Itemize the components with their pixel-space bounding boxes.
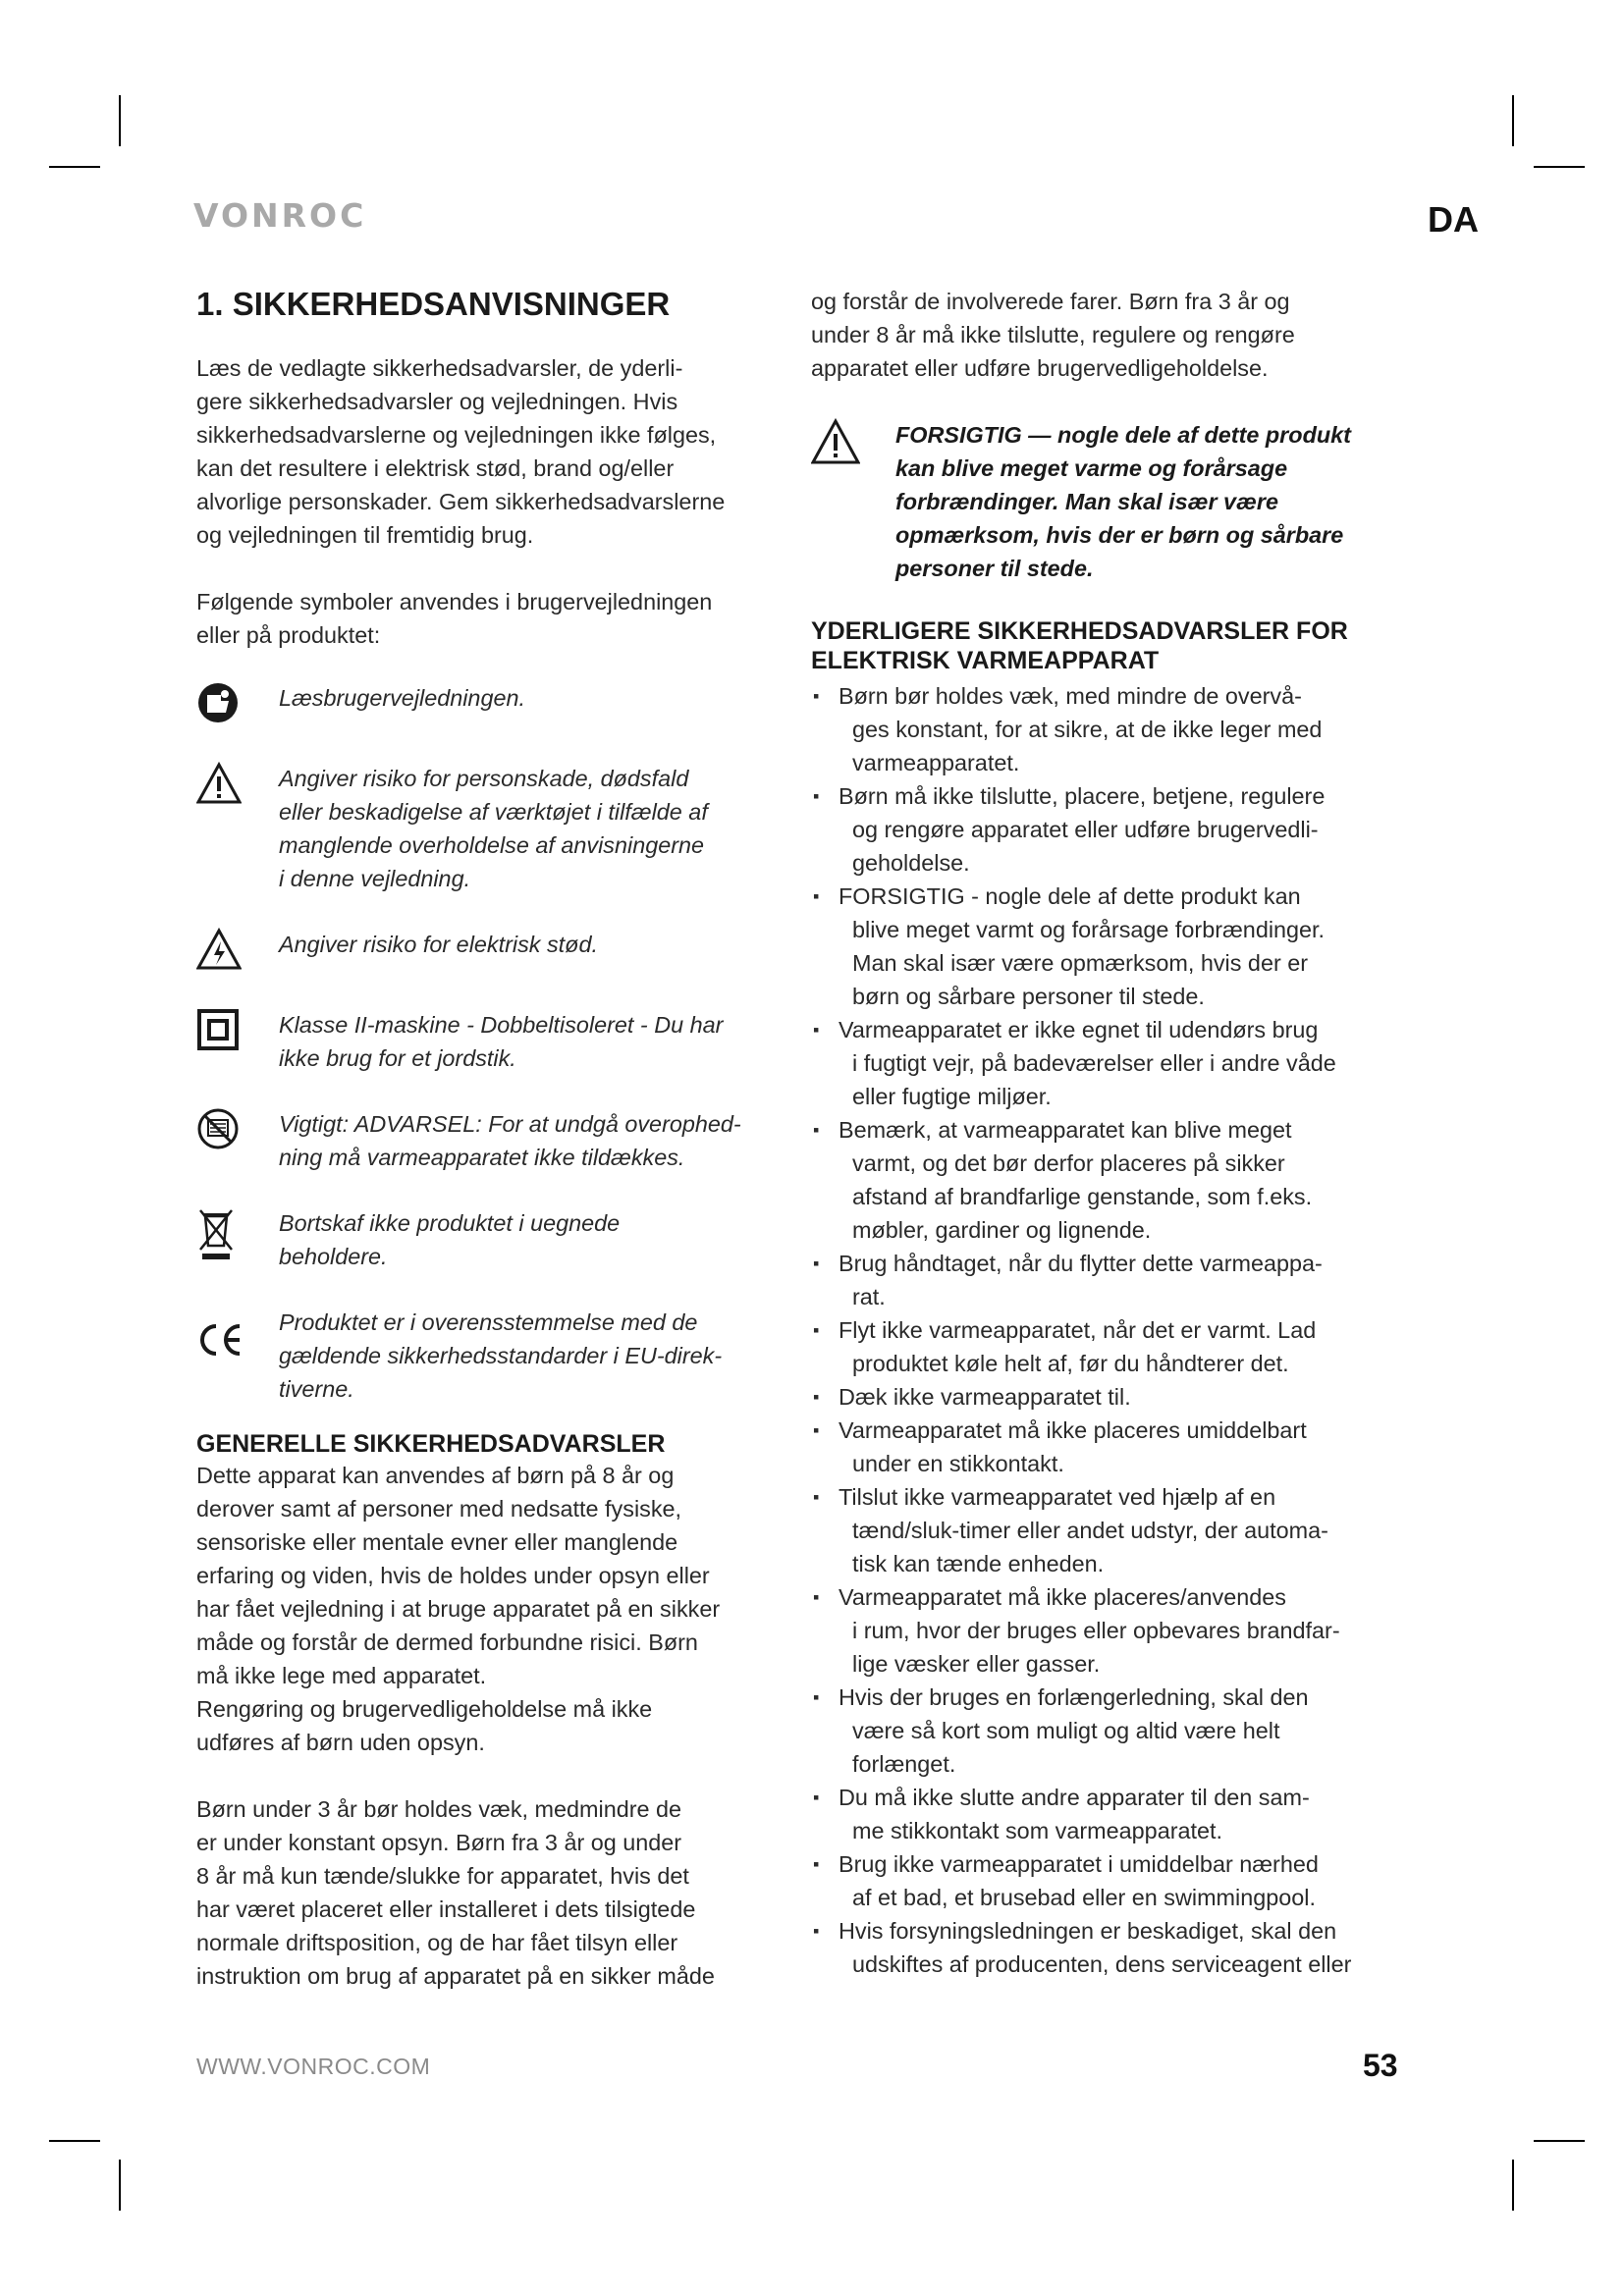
electric-shock-icon: [196, 928, 242, 971]
list-item: ▪ Brug håndtaget, når du flytter dette varmeappa- rat.: [811, 1247, 1405, 1313]
symbols-intro: Følgende symboler anvendes i brugervejledningen eller på produktet:: [196, 589, 713, 648]
list-item: ▪ Varmeapparatet må ikke placeres/anvendes i rum, hvor der bruges eller opbevares brandfar- lige væsker eller gasser.: [811, 1580, 1405, 1681]
caution-notice: FORSIGTIG — nogle dele af dette produkt kan blive meget varme og forårsage forbrændinger. Man skal især være opmærksom, hvis der er børn og sårbare personer til stede.: [811, 418, 1405, 585]
list-item: ▪ Børn må ikke tilslutte, placere, betjene, regulere og rengøre apparatet eller udføre brugervedli- geholdelse.: [811, 779, 1405, 880]
list-item: ▪ Børn bør holdes væk, med mindre de overvå- ges konstant, for at sikre, at de ikke leger med varmeapparatet.: [811, 679, 1405, 779]
general-warnings-heading: GENERELLE SIKKERHEDSADVARSLER: [196, 1430, 666, 1458]
crop-mark: [1512, 95, 1514, 146]
intro-paragraph: Læs de vedlagte sikkerhedsadvarsler, de yderli- gere sikkerhedsadvarsler og vejledningen. Hvis sikkerhedsadvarslerne og vejledningen ikke følges, kan det resultere i elektrisk stød, brand og/eller alvorlige personskader. Gem sikkerhedsadvarslerne og vejledningen til fremtidig brug.: [196, 355, 726, 548]
class-2-insulation-icon: [196, 1008, 240, 1051]
list-item: ▪ Hvis der bruges en forlængerledning, skal den være så kort som muligt og altid være helt forlænget.: [811, 1681, 1405, 1781]
list-item: ▪ FORSIGTIG - nogle dele af dette produkt kan blive meget varmt og forårsage forbrændinger. Man skal især være opmærksom, hvis der er børn og sårbare personer til stede.: [811, 880, 1405, 1013]
symbol-row: Angiver risiko for elektrisk stød.: [196, 928, 797, 976]
symbol-row: Angiver risiko for personskade, dødsfald eller beskadigelse af værktøjet i tilfælde af manglende overholdelse af anvisningerne i denne vejledning.: [196, 762, 797, 895]
crop-mark: [1534, 2140, 1585, 2142]
list-item: ▪ Bemærk, at varmeapparatet kan blive meget varmt, og det bør derfor placeres på sikker afstand af brandfarlige genstande, som f.eks. møbler, gardiner og lignende.: [811, 1113, 1405, 1247]
list-item: ▪ Hvis forsyningsledningen er beskadiget, skal den udskiftes af producenten, dens serviceagent eller: [811, 1914, 1405, 1981]
crop-mark: [49, 2140, 100, 2142]
list-item: ▪ Brug ikke varmeapparatet i umiddelbar nærhed af et bad, et brusebad eller en swimmingpool.: [811, 1847, 1405, 1914]
children-paragraph: Børn under 3 år bør holdes væk, medmindre de er under konstant opsyn. Børn fra 3 år og under 8 år må kun tænde/slukke for apparatet, hvis det har været placeret eller installeret i dets tilsigtede normale driftsposition, og de har fået tilsyn eller instruktion om brug af apparatet på en sikker måde: [196, 1796, 715, 1989]
warning-triangle-icon: [811, 418, 860, 465]
footer-url: WWW.VONROC.COM: [196, 2054, 431, 2079]
crop-mark: [1512, 2160, 1514, 2211]
symbol-row: Læsbrugervejledningen.: [196, 681, 797, 729]
do-not-cover-icon: [196, 1107, 240, 1150]
read-manual-icon: [196, 681, 240, 724]
continued-paragraph: og forstår de involverede farer. Børn fra 3 år og under 8 år må ikke tilslutte, regulere og rengøre apparatet eller udføre brugervedligeholdelse.: [811, 289, 1295, 381]
ce-mark-icon: [196, 1321, 245, 1359]
left-column: [196, 285, 797, 1993]
warning-triangle-icon: [196, 762, 242, 805]
crop-mark: [119, 95, 121, 146]
symbol-row: Vigtigt: ADVARSEL: For at undgå overophed- ning må varmeapparatet ikke tildækkes.: [196, 1107, 797, 1174]
list-item: ▪ Dæk ikke varmeapparatet til.: [811, 1380, 1405, 1414]
list-item: ▪ Varmeapparatet er ikke egnet til udendørs brug i fugtigt vejr, på badeværelser eller i andre våde eller fugtige miljøer.: [811, 1013, 1405, 1113]
right-column: [811, 285, 1405, 1981]
section-title: 1. SIKKERHEDSANVISNINGER: [196, 286, 671, 322]
crop-mark: [119, 2160, 121, 2211]
language-code: DA: [1428, 199, 1479, 240]
page-number: 53: [1363, 2048, 1398, 2083]
crop-mark: [1534, 166, 1585, 168]
list-item: ▪ Varmeapparatet må ikke placeres umiddelbart under en stikkontakt.: [811, 1414, 1405, 1480]
list-item: ▪ Tilslut ikke varmeapparatet ved hjælp af en tænd/sluk-timer eller andet udstyr, der automa- tisk kan tænde enheden.: [811, 1480, 1405, 1580]
list-item: ▪ Flyt ikke varmeapparatet, når det er varmt. Lad produktet køle helt af, før du håndterer det.: [811, 1313, 1405, 1380]
brand-logo: VONROC: [193, 196, 367, 235]
crop-mark: [49, 166, 100, 168]
warnings-list: [811, 679, 1405, 1981]
list-item: ▪ Du må ikke slutte andre apparater til den sam- me stikkontakt som varmeapparatet.: [811, 1781, 1405, 1847]
general-warnings-paragraph: Dette apparat kan anvendes af børn på 8 år og derover samt af personer med nedsatte fysiske, sensoriske eller mentale evner eller manglende erfaring og viden, hvis de holdes under opsyn eller har fået vejledning i at bruge apparatet på en sikker måde og forstår de dermed forbundne risici. Børn må ikke lege med apparatet. Rengøring og brugervedligeholdelse må ikke udføres af børn uden opsyn.: [196, 1463, 721, 1755]
symbol-row: Klasse II-maskine - Dobbeltisoleret - Du har ikke brug for et jordstik.: [196, 1008, 797, 1075]
symbol-row: Produktet er i overensstemmelse med de gældende sikkerhedsstandarder i EU-direk- tiverne.: [196, 1306, 797, 1406]
weee-bin-icon: [196, 1206, 236, 1261]
additional-warnings-heading: YDERLIGERE SIKKERHEDSADVARSLER FOR ELEKTRISK VARMEAPPARAT: [811, 617, 1348, 674]
symbol-row: Bortskaf ikke produktet i uegnede beholdere.: [196, 1206, 797, 1273]
